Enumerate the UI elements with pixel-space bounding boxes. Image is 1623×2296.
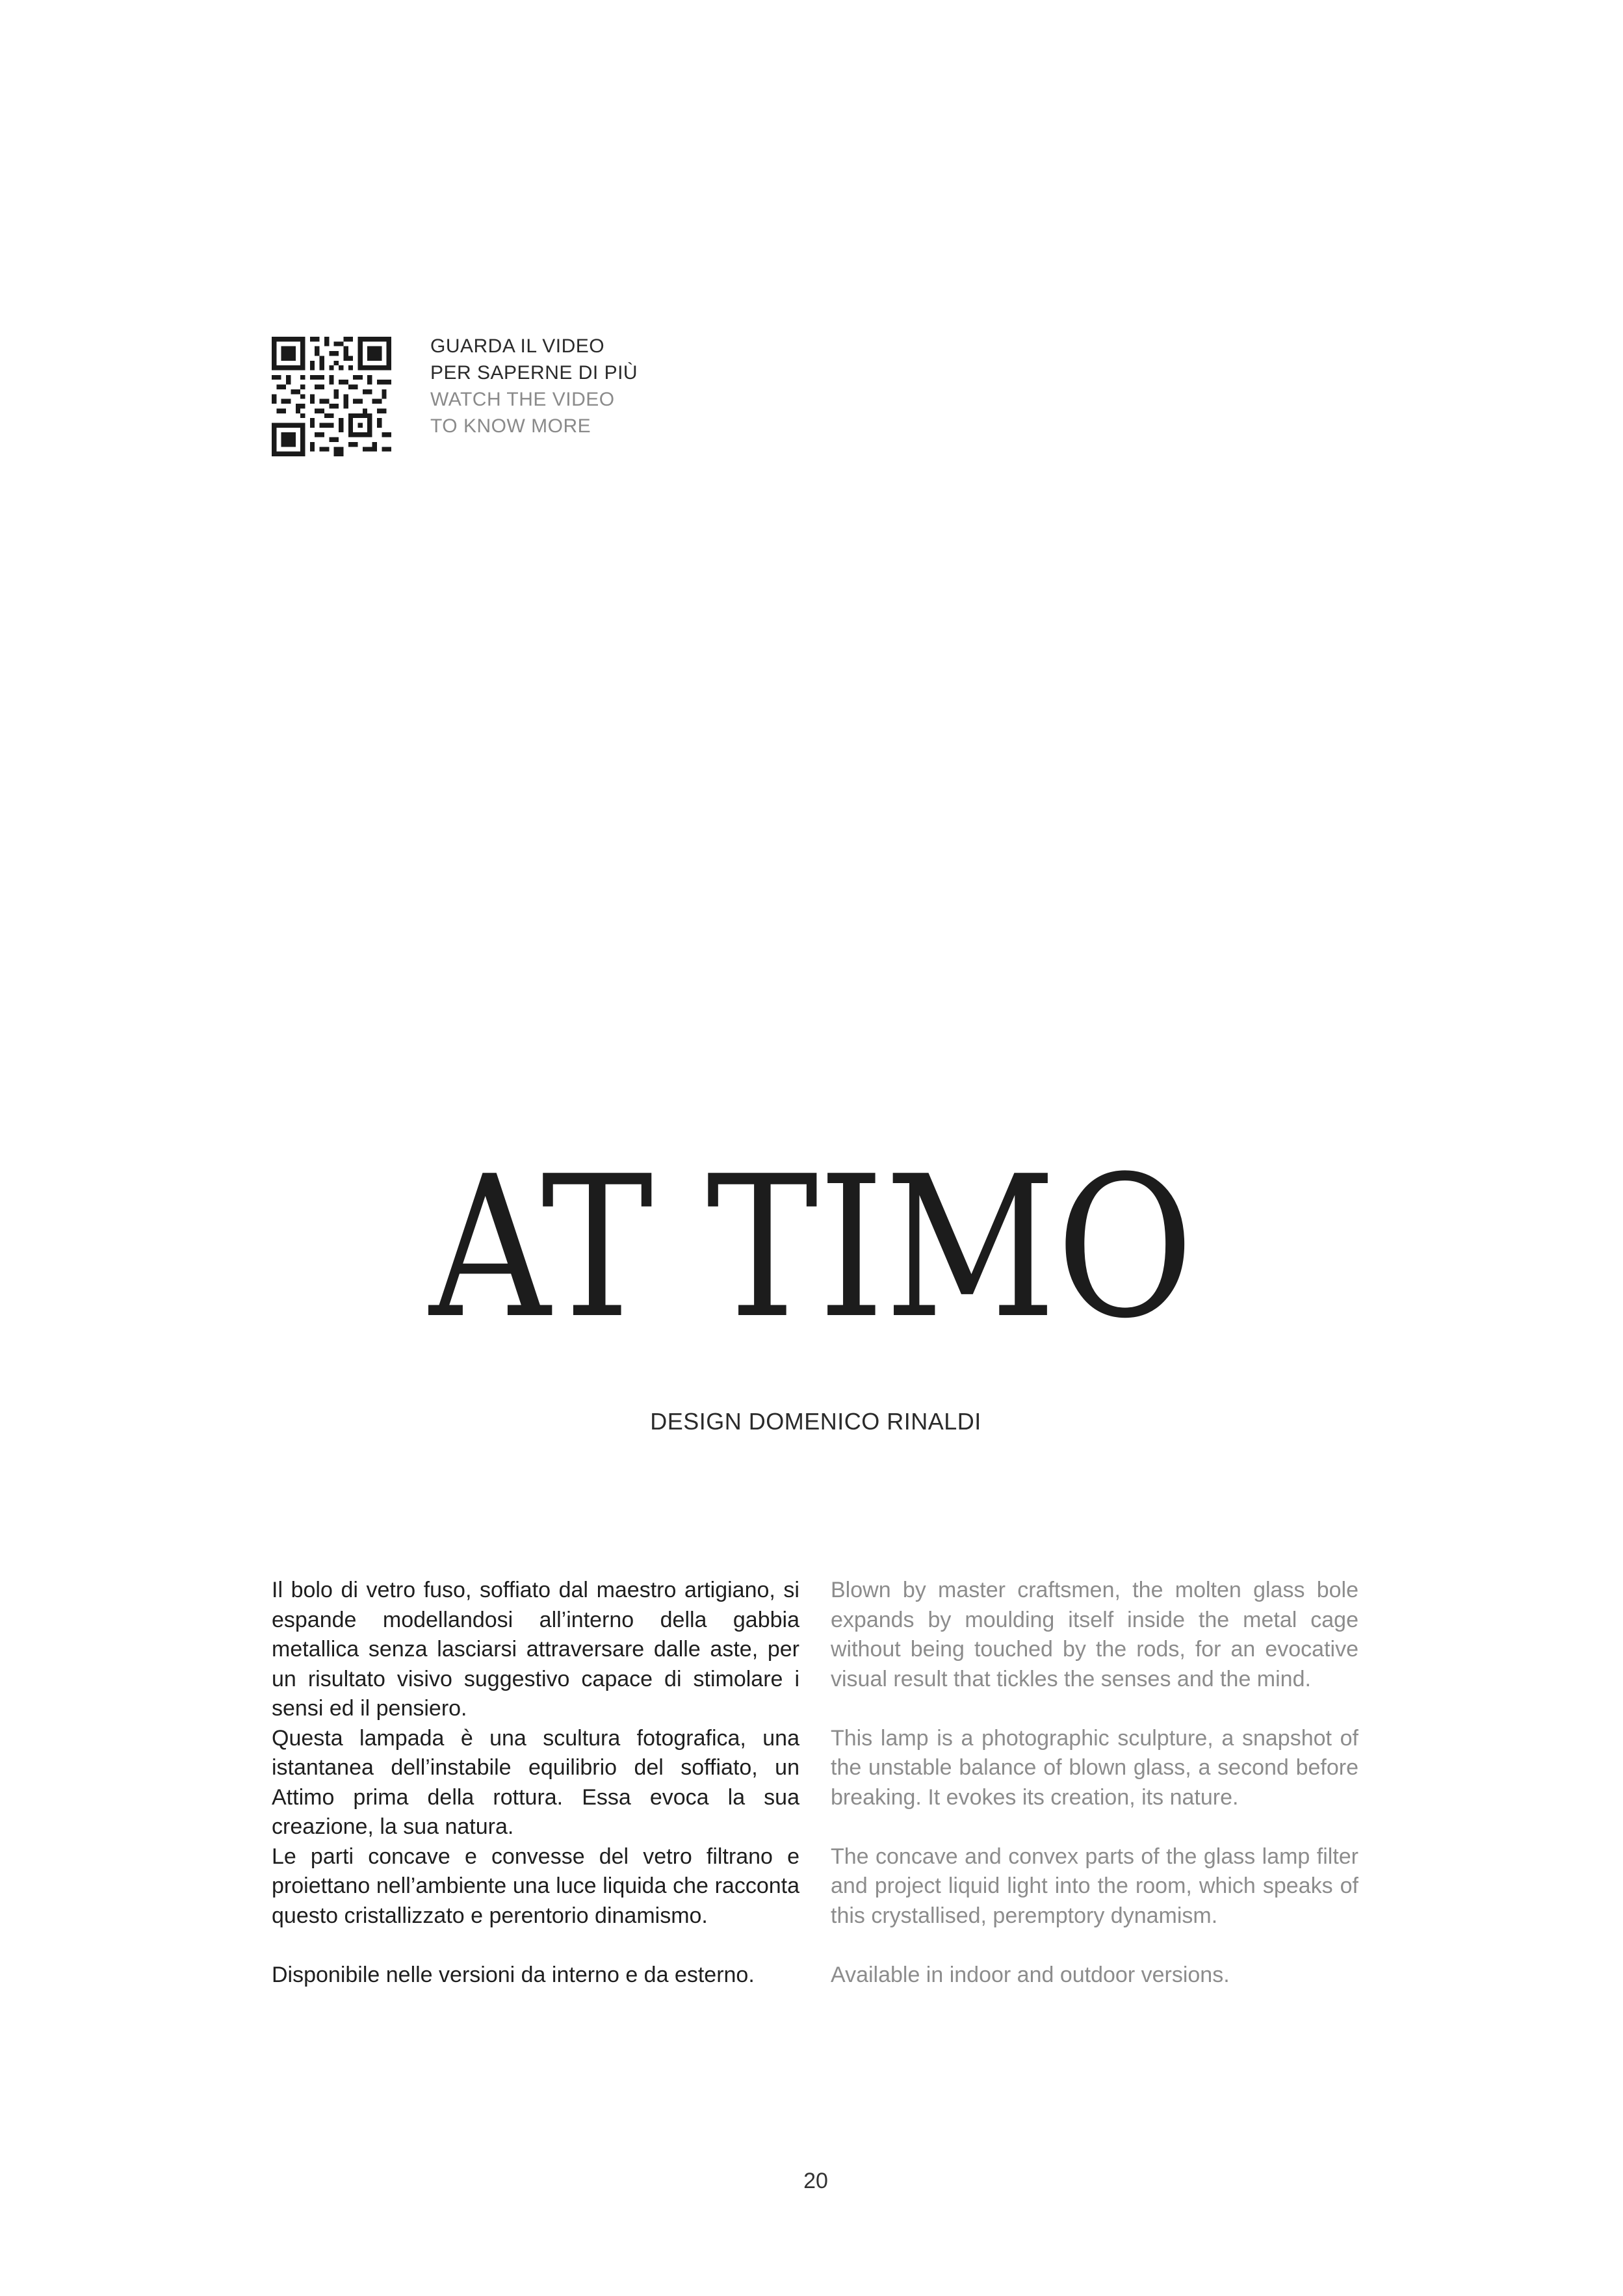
description-paragraph: Le parti concave e convesse del vetro filtrano e proiettano nell’ambiente una luce liquida che racconta questo cristallizzato e perentorio dinamismo. [272,1844,799,1928]
qr-caption [430,333,638,439]
description-italian [272,1576,799,1990]
qr-caption-en-line1: WATCH THE VIDEO [430,389,615,410]
qr-code[interactable] [272,337,391,456]
availability-note: Available in indoor and outdoor versions. [831,1962,1230,1987]
qr-caption-it-line1: GUARDA IL VIDEO [430,335,605,357]
product-title: AT TIMO [429,1134,1194,1361]
designer-credit: DESIGN DOMENICO RINALDI [650,1408,981,1435]
availability-note: Disponibile nelle versioni da interno e da esterno. [272,1962,755,1987]
description-paragraph: The concave and convex parts of the glass lamp filter and project liquid light into the room, which speaks of this crystallised, peremptory dynamism. [831,1844,1358,1928]
description-paragraph: Blown by master craftsmen, the molten glass bole expands by moulding itself inside the metal cage without being touched by the rods, for an evocative visual result that tickles the senses and the mind. [831,1578,1358,1691]
description-paragraph: Questa lampada è una scultura fotografica, una istantanea dell’instabile equilibrio del soffiato, un Attimo prima della rottura. Essa evoca la sua creazione, la sua natura. [272,1725,799,1839]
qr-caption-it-line2: PER SAPERNE DI PIÙ [430,362,638,384]
qr-caption-en-line2: TO KNOW MORE [430,415,591,437]
description-paragraph: Il bolo di vetro fuso, soffiato dal maestro artigiano, si espande modellandosi all’interno della gabbia metallica senza lasciarsi attraversare dalle aste, per un risultato visivo suggestivo capace di stimolare i sensi ed il pensiero. [272,1578,799,1721]
page-number: 20 [803,2169,828,2193]
description-paragraph: This lamp is a photographic sculpture, a snapshot of the unstable balance of blown glass, a second before breaking. It evokes its creation, its nature. [831,1725,1358,1810]
description-english [831,1576,1358,1990]
